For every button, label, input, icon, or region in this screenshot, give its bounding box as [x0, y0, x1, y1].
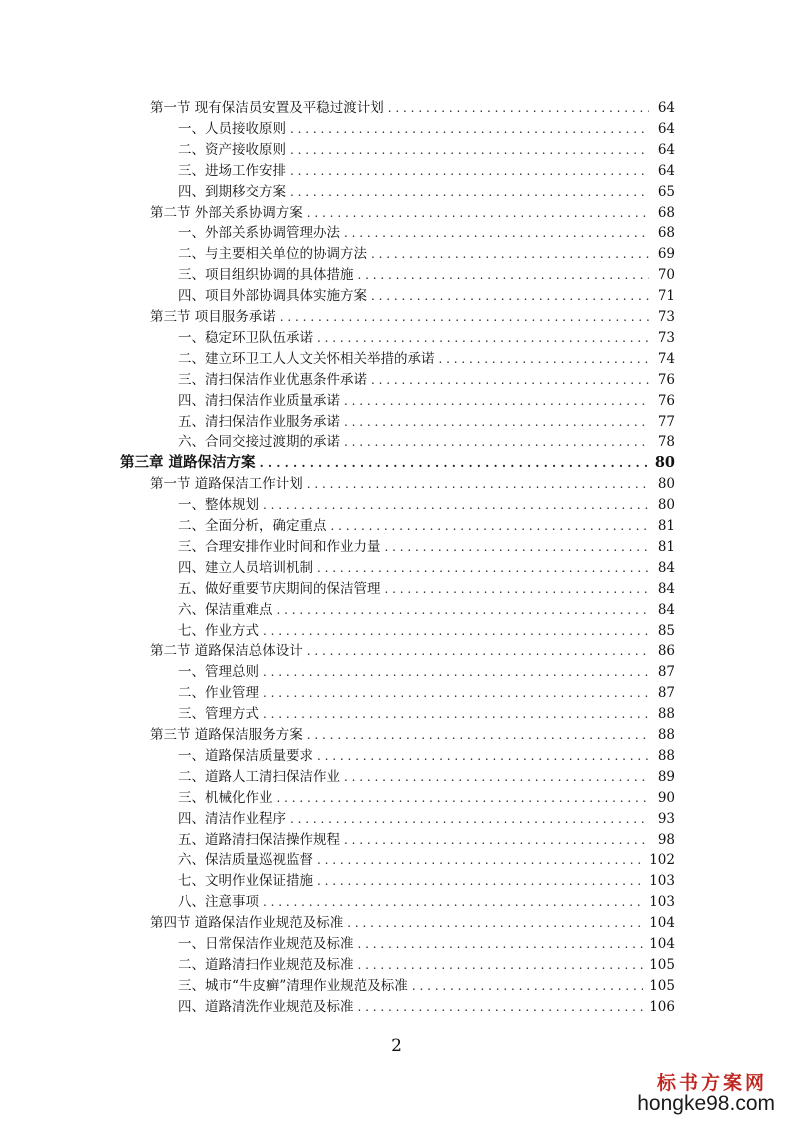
- dot-leader: [280, 309, 649, 325]
- toc-entry-label: 一、稳定环卫队伍承诺: [178, 329, 313, 346]
- toc-entry-label: 第一节 道路保洁工作计划: [150, 476, 303, 493]
- toc-entry-page: 71: [657, 288, 675, 305]
- toc-entry-label: 一、人员接收原则: [178, 120, 286, 137]
- dot-leader: [317, 560, 649, 576]
- toc-entry[interactable]: [150, 723, 675, 743]
- toc-entry[interactable]: [178, 869, 675, 889]
- dot-leader: [371, 372, 649, 388]
- toc-entry[interactable]: [178, 117, 675, 137]
- toc-entry-label: 二、作业管理: [178, 685, 259, 702]
- toc-entry-label: 一、管理总则: [178, 664, 259, 681]
- dot-leader: [290, 121, 649, 137]
- toc-entry-page: 65: [657, 183, 675, 200]
- toc-entry-label: 二、资产接收原则: [178, 141, 286, 158]
- dot-leader: [307, 205, 649, 221]
- toc-entry[interactable]: [178, 180, 675, 200]
- toc-entry-label: 六、保洁质量巡视监督: [178, 852, 313, 869]
- toc-entry-page: 84: [657, 601, 675, 618]
- toc-entry-label: 一、日常保洁作业规范及标准: [178, 936, 354, 952]
- toc-entry-page: 64: [657, 100, 675, 116]
- toc-entry-page: 88: [657, 706, 675, 723]
- toc-entry-label: 二、建立环卫工人人文关怀相关举措的承诺: [178, 350, 435, 367]
- dot-leader: [331, 518, 650, 534]
- toc-entry[interactable]: [178, 368, 675, 388]
- toc-entry-page: 89: [657, 768, 675, 785]
- toc-entry-page: 103: [649, 894, 675, 911]
- toc-entry-page: 84: [657, 559, 675, 576]
- toc-entry-label: 四、项目外部协调具体实施方案: [178, 288, 367, 305]
- toc-entry-page: 70: [657, 267, 675, 284]
- dot-leader: [358, 936, 644, 952]
- toc-entry-label: 三、进场工作安排: [178, 162, 286, 179]
- toc-entry[interactable]: [178, 242, 675, 262]
- dot-leader: [344, 225, 649, 241]
- toc-entry[interactable]: [178, 828, 675, 848]
- toc-entry[interactable]: [178, 284, 675, 304]
- dot-leader: [263, 685, 649, 701]
- toc-entry[interactable]: [178, 577, 675, 597]
- toc-entry-label: 第一节 现有保洁员安置及平稳过渡计划: [150, 100, 384, 116]
- toc-entry-label: 四、清扫保洁作业质量承诺: [178, 392, 340, 409]
- toc-entry[interactable]: [150, 911, 675, 931]
- toc-entry-page: 105: [649, 977, 675, 994]
- toc-entry[interactable]: [178, 765, 675, 785]
- toc-entry-label: 六、合同交接过渡期的承诺: [178, 434, 340, 451]
- toc-entry-label: 二、与主要相关单位的协调方法: [178, 246, 367, 263]
- toc-entry-page: 84: [657, 580, 675, 597]
- toc-entry-page: 68: [657, 225, 675, 242]
- dot-leader: [371, 246, 649, 262]
- toc-entry-label: 一、外部关系协调管理办法: [178, 225, 340, 242]
- toc-entry-label: 三、合理安排作业时间和作业力量: [178, 538, 381, 555]
- toc-entry[interactable]: [178, 890, 675, 910]
- toc-entry-label: 第三节 项目服务承诺: [150, 309, 276, 325]
- toc-entry[interactable]: [178, 221, 675, 241]
- toc-entry-page: 68: [657, 204, 675, 221]
- dot-leader: [385, 539, 650, 555]
- toc-entry[interactable]: [178, 347, 675, 367]
- toc-entry-page: 102: [649, 852, 675, 869]
- toc-entry[interactable]: [178, 744, 675, 764]
- toc-entry[interactable]: [150, 96, 675, 116]
- toc-entry-page: 81: [657, 538, 675, 555]
- toc-entry-label: 七、文明作业保证措施: [178, 873, 313, 890]
- dot-leader: [385, 581, 650, 597]
- dot-leader: [358, 999, 644, 1015]
- toc-entry-label: 三、城市“牛皮癣”清理作业规范及标准: [178, 977, 408, 994]
- toc-entry[interactable]: [178, 786, 675, 806]
- toc-entry-page: 81: [657, 518, 675, 534]
- toc-entry-label: 一、道路保洁质量要求: [178, 747, 313, 764]
- toc-entry-label: 六、保洁重难点: [178, 601, 273, 618]
- dot-leader: [263, 623, 649, 639]
- toc-entry-page: 88: [657, 747, 675, 764]
- toc-entry-label: 一、整体规划: [178, 497, 259, 514]
- toc-entry-page: 77: [657, 413, 675, 430]
- toc-entry[interactable]: [150, 639, 675, 659]
- toc-entry[interactable]: [178, 995, 675, 1015]
- toc-entry[interactable]: [150, 201, 675, 221]
- toc-entry-label: 三、管理方式: [178, 706, 259, 723]
- dot-leader: [344, 434, 649, 450]
- toc-entry[interactable]: [178, 138, 675, 158]
- dot-leader: [307, 727, 649, 743]
- dot-leader: [317, 330, 649, 346]
- toc-entry-page: 106: [649, 998, 675, 1015]
- toc-entry[interactable]: [178, 681, 675, 701]
- toc-entry[interactable]: [150, 472, 675, 492]
- toc-entry-page: 74: [657, 350, 675, 367]
- dot-leader: [344, 769, 649, 785]
- toc-entry-page: 104: [649, 936, 675, 952]
- dot-leader: [277, 790, 650, 806]
- dot-leader: [344, 832, 649, 848]
- dot-leader: [317, 852, 643, 868]
- toc-entry-page: 98: [657, 831, 675, 848]
- toc-entry-label: 第三节 道路保洁服务方案: [150, 727, 303, 743]
- toc-entry-label: 第三章 道路保洁方案: [120, 454, 256, 472]
- toc-entry-label: 二、道路清扫作业规范及标准: [178, 956, 354, 973]
- dot-leader: [371, 288, 649, 304]
- toc-entry[interactable]: [120, 451, 675, 471]
- toc-entry-page: 104: [649, 915, 675, 932]
- toc-entry[interactable]: [178, 535, 675, 555]
- toc-entry[interactable]: [178, 660, 675, 680]
- watermark-url: hongke98.com: [637, 1092, 775, 1115]
- toc-entry[interactable]: [178, 514, 675, 534]
- toc-entry-label: 三、清扫保洁作业优惠条件承诺: [178, 371, 367, 388]
- toc-entry[interactable]: [178, 598, 675, 618]
- toc-entry[interactable]: [178, 932, 675, 952]
- toc-entry-page: 90: [657, 789, 675, 806]
- toc-entry-page: 87: [657, 685, 675, 702]
- toc-entry-page: 76: [657, 371, 675, 388]
- toc-entry-label: 八、注意事项: [178, 894, 259, 911]
- toc-entry-page: 64: [657, 141, 675, 158]
- toc-entry-page: 93: [657, 810, 675, 827]
- toc-entry-page: 80: [657, 476, 675, 493]
- toc-entry[interactable]: [178, 326, 675, 346]
- toc-entry[interactable]: [178, 493, 675, 513]
- toc-entry-page: 105: [649, 956, 675, 973]
- toc-entry-label: 五、清扫保洁作业服务承诺: [178, 413, 340, 430]
- dot-leader: [439, 351, 650, 367]
- toc-entry-page: 69: [657, 246, 675, 263]
- toc-entry-label: 四、道路清洗作业规范及标准: [178, 998, 354, 1015]
- dot-leader: [358, 267, 650, 283]
- dot-leader: [290, 163, 649, 179]
- dot-leader: [290, 184, 649, 200]
- dot-leader: [317, 873, 643, 889]
- toc-entry-label: 三、项目组织协调的具体措施: [178, 267, 354, 284]
- toc-entry-page: 64: [657, 162, 675, 179]
- dot-leader: [388, 100, 649, 116]
- toc-entry-page: 86: [657, 643, 675, 660]
- toc-entry-page: 64: [657, 120, 675, 137]
- toc-entry-label: 第二节 道路保洁总体设计: [150, 643, 303, 660]
- dot-leader: [344, 414, 649, 430]
- toc-entry[interactable]: [178, 159, 675, 179]
- toc-entry-page: 73: [657, 309, 675, 325]
- toc-entry-label: 四、清洁作业程序: [178, 810, 286, 827]
- toc-entry[interactable]: [178, 263, 675, 283]
- toc-entry[interactable]: [178, 974, 675, 994]
- toc-entry-label: 二、全面分析，确定重点: [178, 518, 327, 534]
- toc-entry-page: 85: [657, 622, 675, 639]
- dot-leader: [263, 894, 643, 910]
- dot-leader: [317, 748, 649, 764]
- toc-entry-label: 第二节 外部关系协调方案: [150, 204, 303, 221]
- watermark-title: 标书方案网: [656, 1072, 767, 1094]
- toc-entry[interactable]: [178, 953, 675, 973]
- dot-leader: [412, 978, 643, 994]
- dot-leader: [290, 811, 649, 827]
- toc-entry-page: 73: [657, 329, 675, 346]
- dot-leader: [263, 664, 649, 680]
- toc-entry-page: 78: [657, 434, 675, 451]
- dot-leader: [307, 476, 649, 492]
- toc-entry[interactable]: [178, 848, 675, 868]
- toc-entry-page: 103: [649, 873, 675, 890]
- page-number: 2: [391, 1036, 402, 1056]
- toc-entry-label: 五、做好重要节庆期间的保洁管理: [178, 580, 381, 597]
- toc-entry-label: 三、机械化作业: [178, 789, 273, 806]
- toc-entry-label: 七、作业方式: [178, 622, 259, 639]
- toc-entry[interactable]: [178, 807, 675, 827]
- toc-entry[interactable]: [178, 619, 675, 639]
- toc-entry[interactable]: [178, 410, 675, 430]
- toc-entry-label: 五、道路清扫保洁操作规程: [178, 831, 340, 848]
- toc-entry-page: 80: [654, 454, 675, 472]
- dot-leader: [263, 497, 649, 513]
- dot-leader: [344, 393, 649, 409]
- toc-entry-page: 87: [657, 664, 675, 681]
- dot-leader: [347, 915, 643, 931]
- dot-leader: [277, 602, 650, 618]
- toc-entry-label: 四、到期移交方案: [178, 183, 286, 200]
- toc-entry-page: 88: [657, 727, 675, 743]
- dot-leader: [260, 455, 649, 471]
- toc-entry[interactable]: [178, 389, 675, 409]
- dot-leader: [290, 142, 649, 158]
- toc-entry-page: 76: [657, 392, 675, 409]
- toc-entry[interactable]: [178, 430, 675, 450]
- dot-leader: [358, 957, 644, 973]
- toc-entry-label: 四、建立人员培训机制: [178, 559, 313, 576]
- toc-entry-label: 二、道路人工清扫保洁作业: [178, 768, 340, 785]
- toc-entry[interactable]: [178, 702, 675, 722]
- toc-entry-page: 80: [657, 497, 675, 514]
- toc-entry[interactable]: [178, 556, 675, 576]
- dot-leader: [263, 706, 649, 722]
- dot-leader: [307, 643, 649, 659]
- toc-entry-label: 第四节 道路保洁作业规范及标准: [150, 915, 344, 932]
- toc-entry[interactable]: [150, 305, 675, 325]
